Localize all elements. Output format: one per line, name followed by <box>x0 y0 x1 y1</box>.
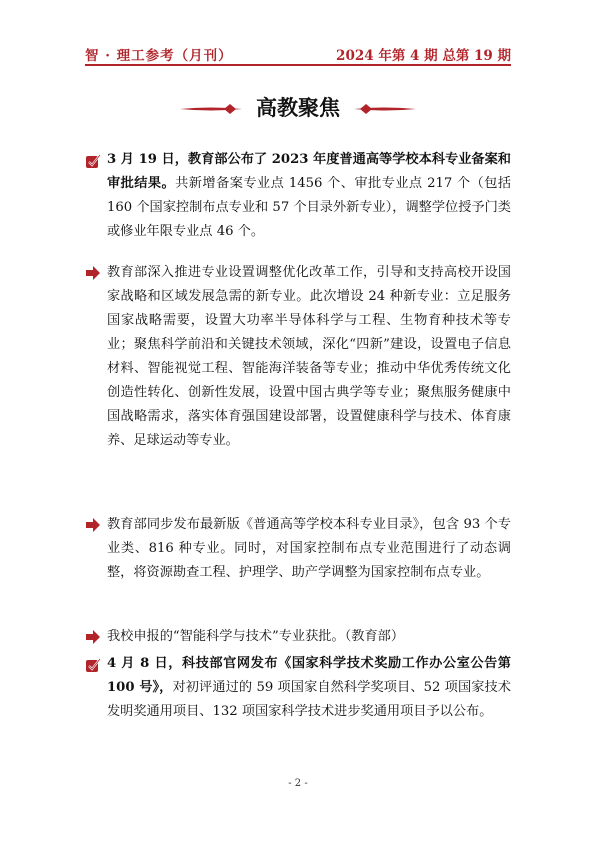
news-item <box>85 625 511 649</box>
red-checkbox-icon <box>85 153 101 169</box>
news-body: 对初评通过的 59 项国家自然科学奖项目、52 项国家技术发明奖通用项目、132 项国家科学技术进步奖通用项目予以公布。 <box>107 680 511 719</box>
news-body: 共新增备案专业点 1456 个、审批专业点 217 个（包括 160 个国家控制布点专业和 57 个目录外新专业），调整学位授予门类或修业年限专业点 46 个。 <box>107 176 512 239</box>
page-header <box>85 40 511 66</box>
news-lead: 3 月 19 日，教育部公布了 2023 年度普通高等学校本科专业备案和审批结果。 <box>107 152 511 191</box>
news-paragraph <box>85 148 511 244</box>
news-item <box>85 652 511 724</box>
news-body: 教育部同步发布最新版《普通高等学校本科专业目录》，包含 93 个专业类、816 种专业。同时，对国家控制布点专业范围进行了动态调整，将资源勘查工程、护理学、助产学调整为国家控制布点专业。 <box>107 517 511 580</box>
red-checkbox-icon <box>85 657 101 673</box>
news-item <box>85 513 511 585</box>
news-paragraph <box>85 513 511 585</box>
red-arrow-icon <box>85 265 101 281</box>
section-heading <box>180 92 416 128</box>
section-title: 高教聚焦 <box>256 96 340 120</box>
issue-number: 2024 年第 4 期 总第 19 期 <box>336 48 511 64</box>
header-divider <box>85 64 511 66</box>
news-item <box>85 261 511 453</box>
right-ornament-icon <box>354 103 416 115</box>
page-number: - 2 - <box>288 778 308 789</box>
news-paragraph <box>85 261 511 453</box>
news-body: 教育部深入推进专业设置调整优化改革工作，引导和支持高校开设国家战略和区域发展急需的新专业。此次增设 24 种新专业：立足服务国家战略需要，设置大功率半导体科学与工程、生物育种技术等专业；聚焦科学前沿和关键技术领域，深化“四新”建设，设置电子信息材料、智能视觉工程、智能海洋装备等专业；推动中华优秀传统文化创造性转化、创新性发展，设置中国古典学等专业；聚焦服务健康中国战略需求，落实体育强国建设部署，设置健康科学与技术、体育康养、足球运动等专业。 <box>107 265 511 448</box>
red-arrow-icon <box>85 629 101 645</box>
news-paragraph <box>85 652 511 724</box>
news-lead: 4 月 8 日，科技部官网发布《国家科学技术奖励工作办公室公告第 100 号》， <box>107 656 511 695</box>
news-paragraph <box>85 625 511 649</box>
red-arrow-icon <box>85 517 101 533</box>
news-item <box>85 148 511 244</box>
news-body: 我校申报的“智能科学与技术”专业获批。（教育部） <box>107 629 405 644</box>
journal-name: 智 · 理工参考（月刊） <box>85 48 233 64</box>
